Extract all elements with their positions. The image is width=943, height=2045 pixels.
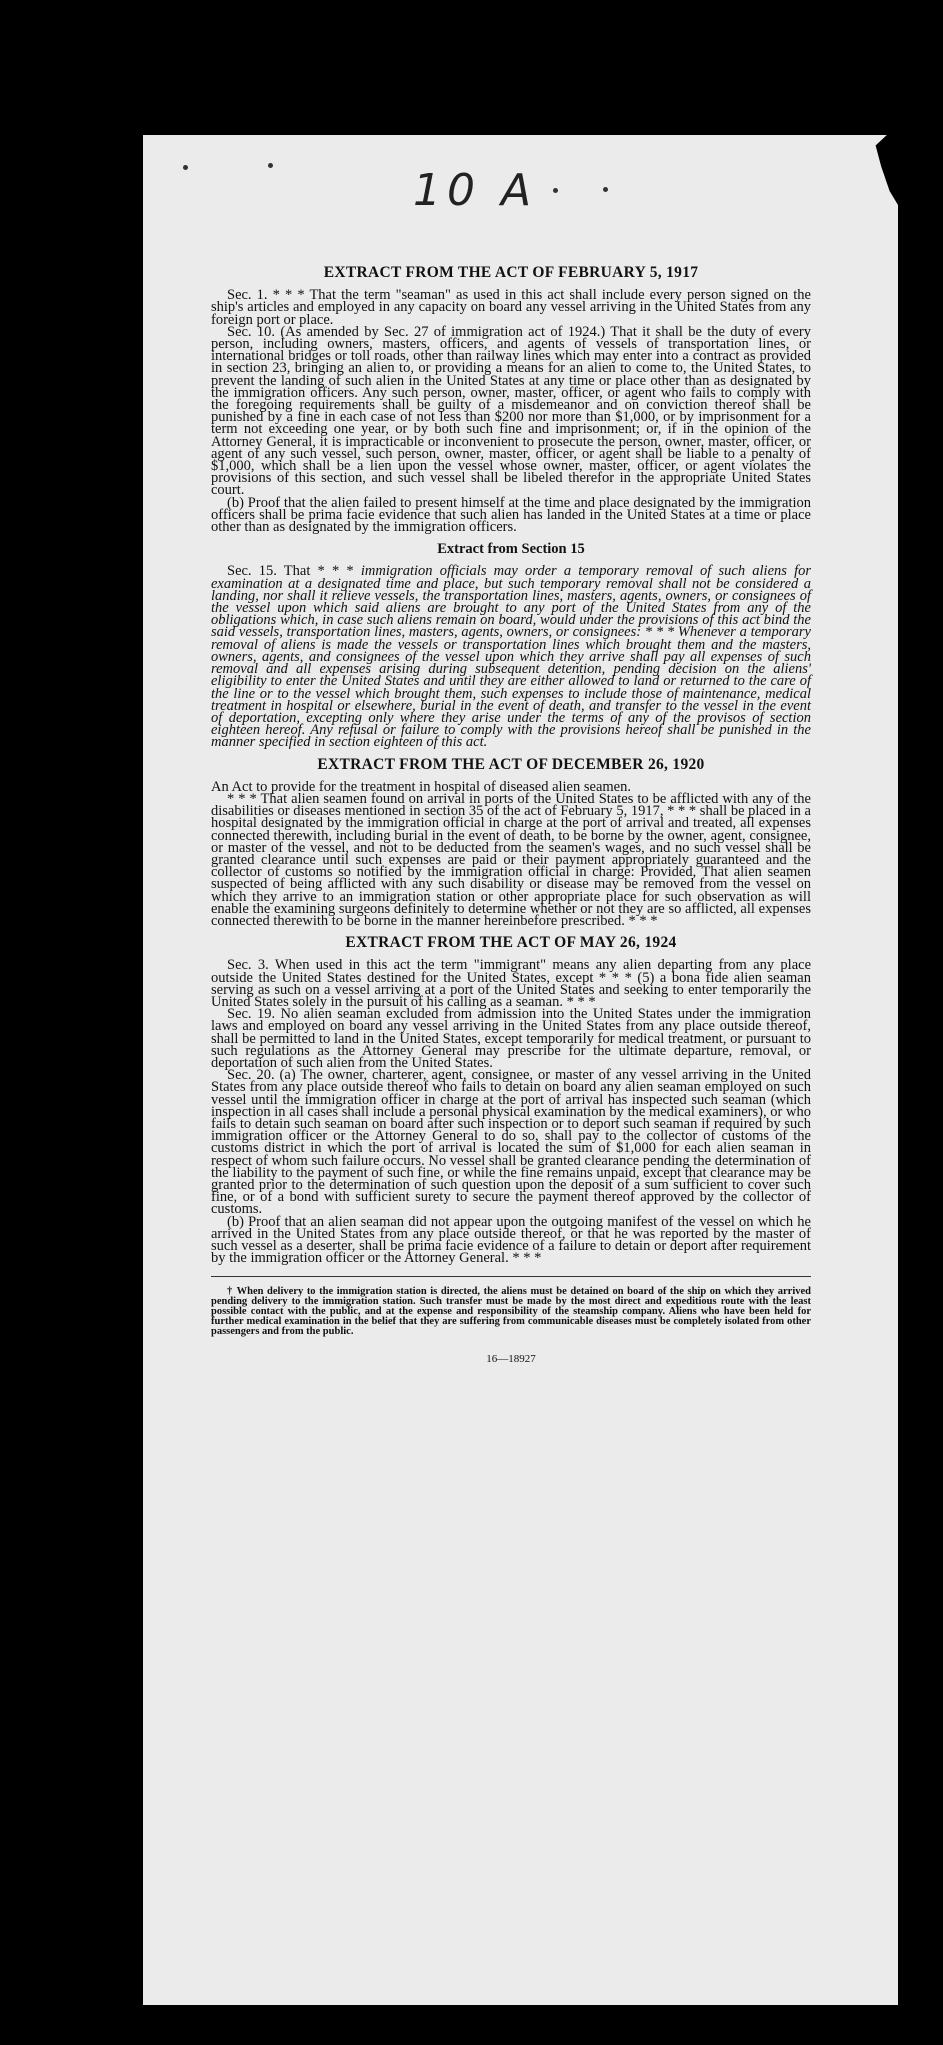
section-10-b: (b) Proof that the alien failed to present himself at the time and place designated by the immigration officers shall be prima facie evidence that such alien has landed in the United States at a time or place other than as designated by the immigration officers. <box>211 494 811 536</box>
section-20-b: (b) Proof that an alien seaman did not appear upon the outgoing manifest of the vessel on which he arrived in the United States from any place outside thereof, or that he was reported by the master of such vessel as a deserter, shall be prima facie evidence of a failure to detain or deport after requirement by the immigration officer or the Attorney General. * * * <box>211 1213 811 1267</box>
speck <box>553 188 558 193</box>
section-3: Sec. 3. When used in this act the term "immigrant" means any alien departing from any place outside the United States destined for the United States, except * * * (5) a bona fide alien seaman serving as such on a vessel arriving at a port of the United States and seeking to enter temporarily the United States solely in the pursuit of his calling as a seaman. * * * <box>211 957 811 1010</box>
section-1: Sec. 1. * * * That the term "seaman" as used in this act shall include every person signed on the ship's articles and employed in any capacity on board any vessel arriving in the United States from any foreign port or place. <box>211 287 811 328</box>
document-page <box>143 135 898 2005</box>
heading-act-1924: EXTRACT FROM THE ACT OF MAY 26, 1924 <box>345 934 677 952</box>
section-19: Sec. 19. No alien seaman excluded from admission into the United States under the immigration laws and employed on board any vessel arriving in the United States from any place outside thereof, shall be permitted to land in the United States, except temporarily for medical treatment, or pursuant to such regulations as the Attorney General may prescribe for the ultimate departure, removal, or deportation of such alien from the United States. <box>211 1006 811 1071</box>
act-1920-body: * * * That alien seamen found on arrival in ports of the United States to be afflicted with any of the disabilities or diseases mentioned in section 35 of the act of February 5, 1917, * * * shall be placed in a hospital designated by the immigration official in charge at the port of arrival and treated, all expenses connected therewith, including burial in the event of death, to be borne by the owner, agent, consignee, or master of the vessel, and not to be deducted from the seamen's wages, and no such vessel shall be granted clearance until such expenses are paid or their payment appropriately guaranteed and the collector of customs so notified by the immigration official in charge: Provided, That alien seamen suspected of being afflicted with any such disability or disease may be removed from the vessel on which they arrive to an immigration station or other appropriate place for such observation as will enable the examining surgeons definitely to determine whether or not they are so afflicted, all expenses connected therewith to be borne in the manner hereinbefore prescribed. * * * <box>211 790 811 929</box>
heading-act-1920: EXTRACT FROM THE ACT OF DECEMBER 26, 1920 <box>317 755 705 773</box>
speck <box>603 187 608 192</box>
section-15 <box>211 563 812 751</box>
act-1920-title: An Act to provide for the treatment in hospital of diseased alien seamen. <box>211 778 631 795</box>
section-15-lead: Sec. 15. That * * * <box>227 563 361 580</box>
heading-act-1917: EXTRACT FROM THE ACT OF FEBRUARY 5, 1917 <box>323 264 699 281</box>
section-10: Sec. 10. (As amended by Sec. 27 of immigration act of 1924.) That it shall be the duty of every person, including owners, masters, officers, and agents of vessels of transportation lines, or international bridges or toll roads, other than railway lines which may enter into a contract as provided in section 23, bringing an alien to, or providing a means for an alien to come to, the United States, to prevent the landing of such alien in the United States at any time or place other than as designated by the immigration officers. Any such person, owner, master, officer, or agent who fails to comply with the foregoing requirements shall be guilty of a misdemeanor and on conviction thereof shall be punished by a fine in each case of not less than $200 nor more than $1,000, or by imprisonment for a term not exceeding one year, or by both such fine and imprisonment; or, if in the opinion of the Attorney General, it is impracticable or inconvenient to prosecute the person, owner, master, officer, or agent of any such vessel, such person, owner, master, officer, or agent shall be liable to a penalty of $1,000, which shall be a lien upon the vessel whose owner, master, officer, or agent violates the provisions of this section, and such vessel shall be libeled therefor in the appropriate United States court. <box>211 323 811 499</box>
print-code: 16—18927 <box>486 1353 536 1366</box>
handwritten-mark: 10 A <box>413 165 538 216</box>
divider <box>211 1276 811 1277</box>
footnote: † When delivery to the immigration station is directed, the aliens must be detained on board of the ship on which they arrived pending delivery to the immigration station. Such transfer must be made by the most direct and expeditious route with the least possible contact with the public, and at the expense and responsibility of the steamship company. Aliens who have been held for further medical examination in the belief that they are suffering from communicable diseases must be completely isolated from other passengers and from the public. <box>211 1286 811 1338</box>
speck <box>268 163 273 168</box>
speck <box>183 165 188 170</box>
heading-section-15: Extract from Section 15 <box>437 541 585 558</box>
document-body <box>211 264 812 1366</box>
torn-corner <box>870 135 898 205</box>
section-20: Sec. 20. (a) The owner, charterer, agent, consignee, or master of any vessel arriving in the United States from any place outside thereof who fails to detain on board any alien seaman employed on such vessel until the immigration officer in charge at the port of arrival has inspected such seaman (which inspection in all cases shall include a personal physical examination by the medical examiners), or who fails to detain such seaman on board after such inspection or to deport such seaman if required by such immigration officer or the Attorney General to do so, shall pay to the collector of customs of the customs district in which the port of arrival is located the sum of $1,000 for each alien seaman in respect of whom such failure occurs. No vessel shall be granted clearance pending the determination of the liability to the payment of such fine, or while the fine remains unpaid, except that clearance may be granted prior to the determination of such question upon the deposit of a sum sufficient to cover such fine, or of a bond with sufficient surety to secure the payment thereof approved by the collector of customs. <box>211 1067 811 1218</box>
section-15-body: immigration officials may order a temporary removal of such aliens for examination at a designated time and place, but such temporary removal shall not be considered a landing, nor shall it relieve vessels, the transportation lines, masters, agents, owners, or consignees of the vessel upon which said aliens are brought to any port of the United States from any of the obligations which, in case such aliens remain on board, would under the provisions of this act bind the said vessels, transportation lines, masters, agents, owners, or consignees: * * * Whenever a temporary removal of aliens is made the vessels or transportation lines which brought them and the masters, owners, agents, and consignees of the vessel upon which they arrive shall pay all expenses of such removal and all expenses arising during subsequent detention, pending decision on the aliens' eligibility to enter the United States and until they are either allowed to land or returned to the care of the line or to the vessel which brought them, such expenses to include those of maintenance, medical treatment in hospital or elsewhere, burial in the event of death, and transfer to the vessel in the event of deportation, excepting only where they arise under the terms of any of the provisos of section eighteen hereof. Any refusal or failure to comply with the provisions hereof shall be punished in the manner specified in section eighteen of this act. <box>211 563 812 751</box>
